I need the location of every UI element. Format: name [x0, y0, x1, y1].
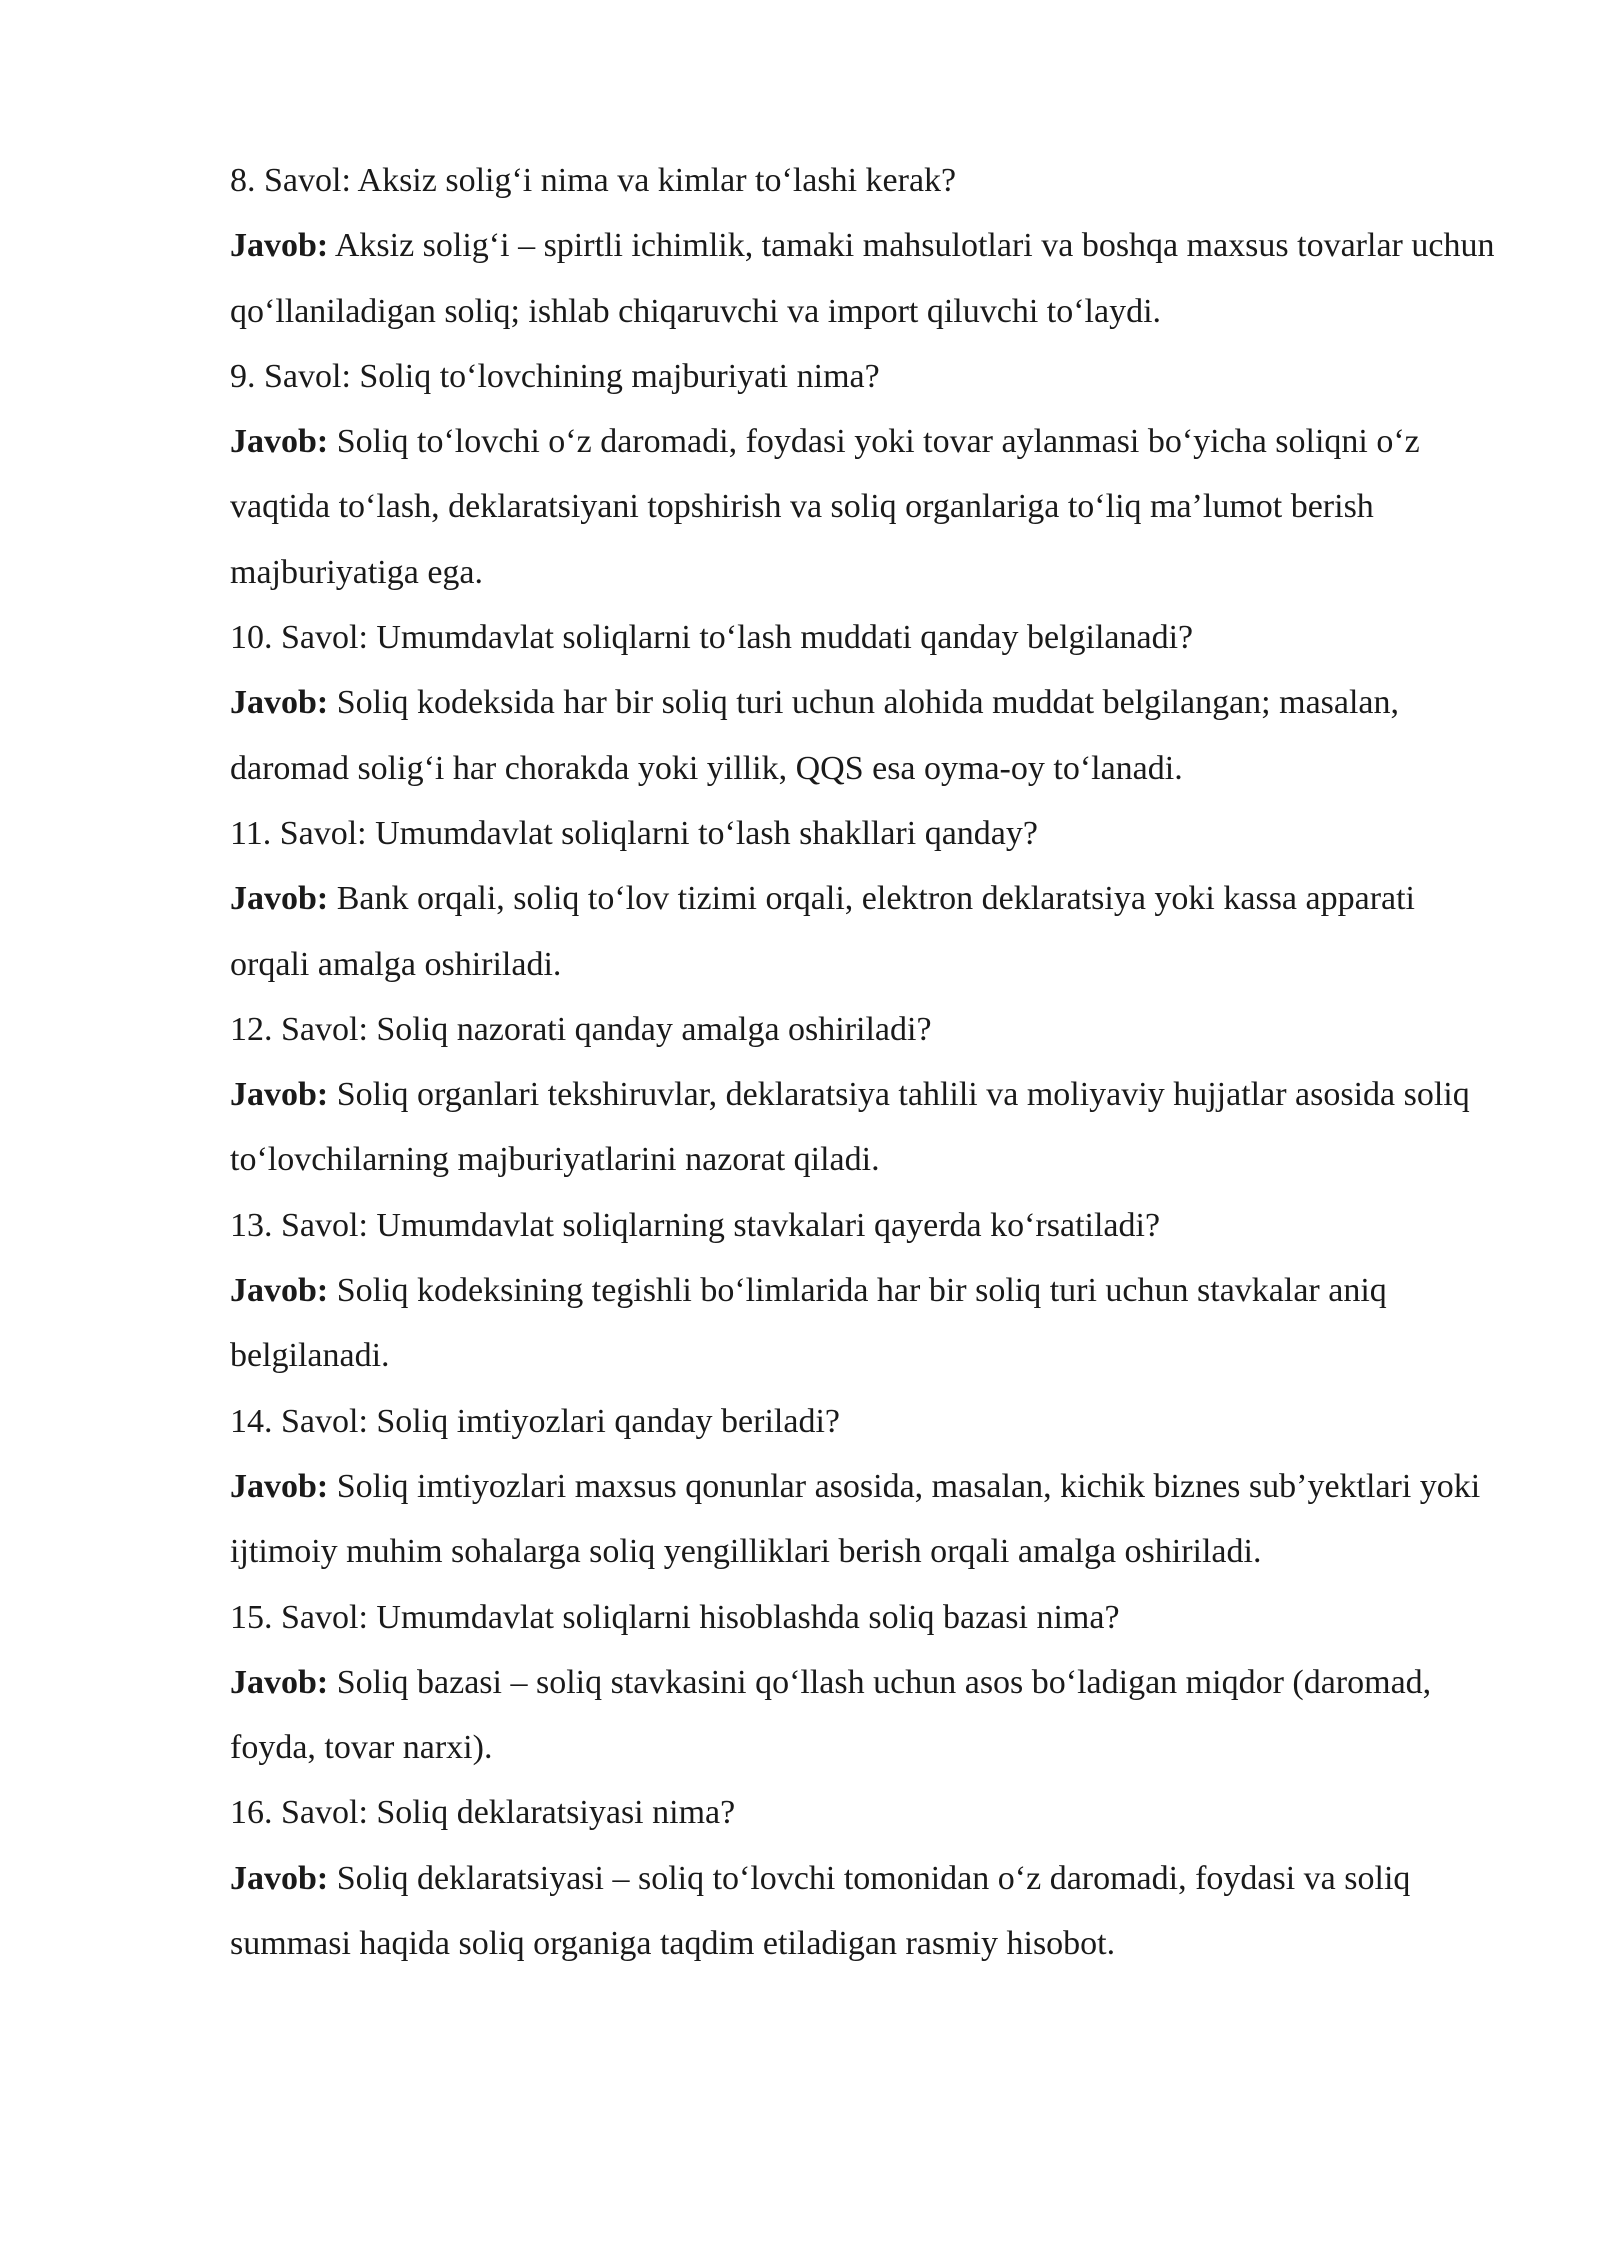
question-text: 13. Savol: Umumdavlat soliqlarning stavkalari qayerda ko‘rsatiladi? [230, 1206, 1161, 1244]
qa-item [230, 1389, 1500, 1585]
qa-item [230, 801, 1500, 997]
question-text: 10. Savol: Umumdavlat soliqlarni to‘lash muddati qanday belgilanadi? [230, 619, 1194, 657]
qa-item [230, 1193, 1500, 1389]
answer-paragraph [230, 1062, 1500, 1193]
answer-paragraph [230, 409, 1500, 605]
question-text: 15. Savol: Umumdavlat soliqlarni hisoblashda soliq bazasi nima? [230, 1598, 1120, 1636]
answer-text: Soliq deklaratsiyasi – soliq to‘lovchi tomonidan o‘z daromadi, foydasi va soliq summasi haqida soliq organiga taqdim etiladigan rasmiy hisobot. [230, 1859, 1411, 1963]
answer-text: Soliq bazasi – soliq stavkasini qo‘llash uchun asos bo‘ladigan miqdor (daromad, foyda, tovar narxi). [230, 1663, 1432, 1767]
question-text: 11. Savol: Umumdavlat soliqlarni to‘lash shakllari qanday? [230, 814, 1038, 852]
answer-paragraph [230, 1846, 1500, 1977]
answer-label: Javob: [230, 1272, 329, 1310]
qa-item [230, 1780, 1500, 1976]
answer-text: Soliq kodeksida har bir soliq turi uchun alohida muddat belgilangan; masalan, daromad solig‘i har chorakda yoki yillik, QQS esa oyma-oy to‘lanadi. [230, 684, 1400, 787]
answer-text: Soliq to‘lovchi o‘z daromadi, foydasi yoki tovar aylanmasi bo‘yicha soliqni o‘z vaqtida to‘lash, deklaratsiyani topshirish va soliq organlariga to‘liq ma’lumot berish majburiyatiga ega. [230, 423, 1420, 591]
answer-label: Javob: [230, 1467, 329, 1505]
question-text: 12. Savol: Soliq nazorati qanday amalga oshiriladi? [230, 1010, 932, 1048]
question-text: 16. Savol: Soliq deklaratsiyasi nima? [230, 1794, 736, 1832]
qa-item [230, 605, 1500, 801]
qa-item [230, 344, 1500, 605]
answer-label: Javob: [230, 423, 329, 461]
answer-paragraph [230, 1258, 1500, 1389]
answer-text: Soliq kodeksining tegishli bo‘limlarida har bir soliq turi uchun stavkalar aniq belgilanadi. [230, 1272, 1387, 1375]
answer-label: Javob: [230, 227, 329, 265]
answer-label: Javob: [230, 1859, 329, 1897]
answer-label: Javob: [230, 880, 329, 918]
answer-paragraph [230, 213, 1500, 344]
document-body [230, 148, 1500, 1976]
answer-text: Soliq imtiyozlari maxsus qonunlar asosida, masalan, kichik biznes sub’yektlari yoki ijtimoiy muhim sohalarga soliq yengilliklari berish orqali amalga oshiriladi. [230, 1467, 1481, 1571]
answer-text: Aksiz solig‘i – spirtli ichimlik, tamaki mahsulotlari va boshqa maxsus tovarlar uchun qo‘llaniladigan soliq; ishlab chiqaruvchi va import qiluvchi to‘laydi. [230, 227, 1495, 330]
answer-paragraph [230, 1454, 1500, 1585]
answer-paragraph [230, 670, 1500, 801]
question-text: 9. Savol: Soliq to‘lovchining majburiyati nima? [230, 357, 880, 395]
question-text: 14. Savol: Soliq imtiyozlari qanday beriladi? [230, 1402, 840, 1440]
qa-item [230, 148, 1500, 344]
qa-item [230, 1585, 1500, 1781]
qa-item [230, 997, 1500, 1193]
answer-text: Soliq organlari tekshiruvlar, deklaratsiya tahlili va moliyaviy hujjatlar asosida soliq to‘lovchilarning majburiyatlarini nazorat qiladi. [230, 1076, 1470, 1179]
answer-text: Bank orqali, soliq to‘lov tizimi orqali, elektron deklaratsiya yoki kassa apparati orqali amalga oshiriladi. [230, 880, 1416, 983]
answer-label: Javob: [230, 1076, 329, 1114]
answer-paragraph [230, 866, 1500, 997]
answer-label: Javob: [230, 684, 329, 722]
question-text: 8. Savol: Aksiz solig‘i nima va kimlar to‘lashi kerak? [230, 162, 957, 199]
answer-label: Javob: [230, 1663, 329, 1701]
answer-paragraph [230, 1650, 1500, 1781]
